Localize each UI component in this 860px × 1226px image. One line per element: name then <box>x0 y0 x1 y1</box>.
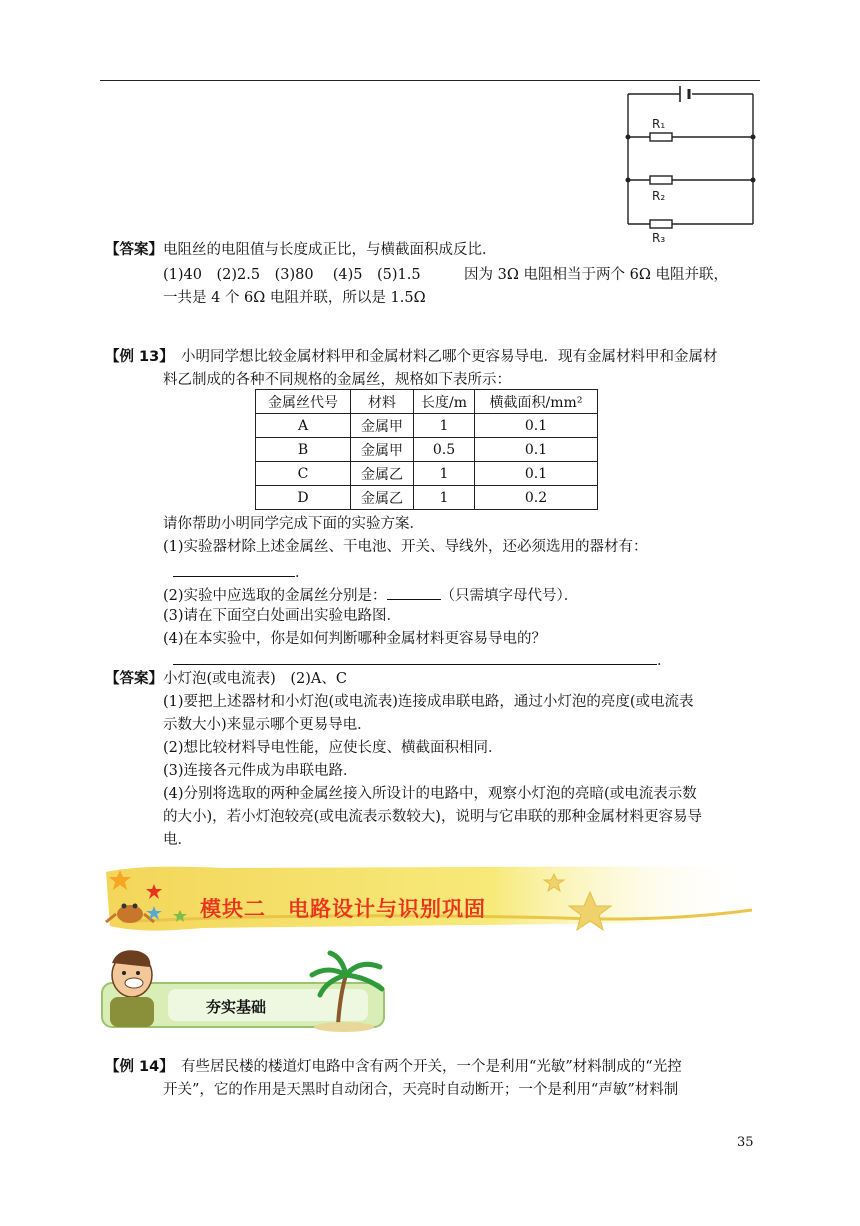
table-cell: 金属甲 <box>351 438 414 462</box>
example13-line1: 【例 13】 小明同学想比较金属材料甲和金属材料乙哪个更容易导电．现有金属材料甲和金属材 <box>105 349 718 365</box>
table-cell: A <box>256 414 351 438</box>
answer13-line6: (4)分别将选取的两种金属丝接入所设计的电路中，观察小灯泡的亮暗(或电流表示数 <box>163 786 697 802</box>
section-banner <box>98 945 390 1035</box>
table-header-row <box>256 390 598 414</box>
example13-line2: 料乙制成的各种不同规格的金属丝，规格如下表所示： <box>163 372 511 388</box>
q3-text: (3)请在下面空白处画出实验电路图． <box>163 608 402 624</box>
table-cell: 1 <box>414 462 475 486</box>
q2-blank[interactable] <box>387 583 441 600</box>
table-cell: D <box>256 486 351 510</box>
table-cell: 0.2 <box>475 486 598 510</box>
table-row <box>256 438 598 462</box>
section-subtitle: 夯实基础 <box>206 998 267 1016</box>
table-cell: 0.1 <box>475 462 598 486</box>
example13-tag: 【例 13】 <box>105 349 167 365</box>
answer12-tag: 【答案】 <box>105 242 163 258</box>
table-header-cell: 金属丝代号 <box>256 390 351 414</box>
q1-blank-line: ． <box>173 560 310 583</box>
header-rule <box>100 80 760 81</box>
table-header-cell: 长度/m <box>414 390 475 414</box>
table-cell: 金属甲 <box>351 414 414 438</box>
page-number: 35 <box>737 1135 754 1150</box>
answer13-line3: 示数大小)来显示哪个更易导电． <box>163 717 372 733</box>
table-row <box>256 462 598 486</box>
r2-label: R₂ <box>652 189 666 203</box>
table-cell: 0.1 <box>475 414 598 438</box>
table-cell: 1 <box>414 486 475 510</box>
r3-label: R₃ <box>652 231 666 244</box>
q4-blank[interactable] <box>173 648 657 665</box>
answer13-line7: 的大小)，若小灯泡较亮(或电流表示数较大)，说明与它串联的那种金属材料更容易导 <box>163 809 702 825</box>
cartoon-man-icon <box>110 950 154 1027</box>
q-intro: 请你帮助小明同学完成下面的实验方案． <box>163 516 424 532</box>
table-row <box>256 486 598 510</box>
q4-blank-line: ． <box>173 648 672 671</box>
answer13-line1: 【答案】小灯泡(或电流表) (2)A、C <box>105 671 347 687</box>
table-cell: 金属乙 <box>351 462 414 486</box>
answer13-tag: 【答案】 <box>105 671 163 687</box>
table-cell: C <box>256 462 351 486</box>
example14-line2: 开关”，它的作用是天黑时自动闭合，天亮时自动断开；一个是利用“声敏”材料制 <box>163 1082 679 1098</box>
q1-text: (1)实验器材除上述金属丝、干电池、开关、导线外，还必须选用的器材有： <box>163 539 648 555</box>
table-cell: 金属乙 <box>351 486 414 510</box>
example14-line1: 【例 14】 有些居民楼的楼道灯电路中含有两个开关，一个是利用“光敏”材料制成的“光控 <box>105 1059 682 1075</box>
table-cell: 0.1 <box>475 438 598 462</box>
table-row <box>256 414 598 438</box>
r1-label: R₁ <box>652 117 666 131</box>
q1-blank[interactable] <box>173 560 295 577</box>
answer12-line1: 【答案】电阻丝的电阻值与长度成正比，与横截面积成反比． <box>105 242 497 258</box>
circuit-diagram <box>610 84 770 244</box>
answer12-line3: 一共是 4 个 6Ω 电阻并联，所以是 1.5Ω <box>163 290 426 306</box>
answer13-line5: (3)连接各元件成为串联电路． <box>163 763 358 779</box>
table-header-cell: 材料 <box>351 390 414 414</box>
answer13-line4: (2)想比较材料导电性能，应使长度、横截面积相同． <box>163 740 503 756</box>
q4-text: (4)在本实验中，你是如何判断哪种金属材料更容易导电的？ <box>163 631 547 647</box>
q2-line: (2)实验中应选取的金属丝分别是： （只需填字母代号）． <box>163 583 578 606</box>
answer12-line2: (1)40 (2)2.5 (3)80 (4)5 (5)1.5 因为 3Ω 电阻相当于两个 6Ω 电阻并联， <box>163 267 728 283</box>
example14-tag: 【例 14】 <box>105 1059 167 1075</box>
table-cell: B <box>256 438 351 462</box>
table-header-cell: 横截面积/mm² <box>475 390 598 414</box>
module-title: 模块二 电路设计与识别巩固 <box>200 897 486 921</box>
wire-spec-table <box>255 389 598 510</box>
table-cell: 0.5 <box>414 438 475 462</box>
table-cell: 1 <box>414 414 475 438</box>
answer13-line2: (1)要把上述器材和小灯泡(或电流表)连接成串联电路，通过小灯泡的亮度(或电流表 <box>163 694 694 710</box>
answer13-line8: 电． <box>163 832 192 848</box>
